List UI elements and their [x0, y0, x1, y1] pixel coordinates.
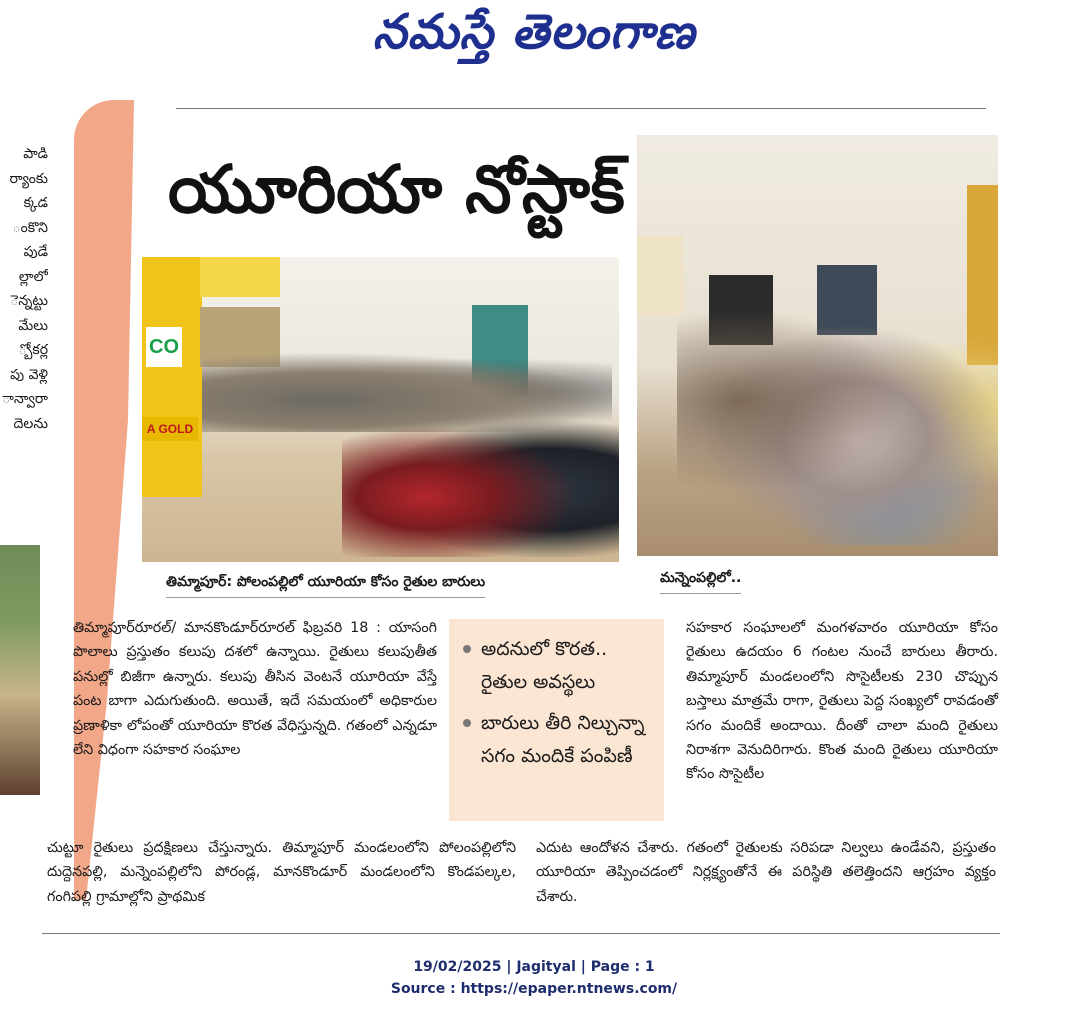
bullet-icon	[463, 719, 471, 727]
left-column-line: ెన్నట్టు	[10, 293, 48, 309]
highlight-text: అదనులో కొరత.. రైతుల అవస్థలు	[481, 638, 608, 693]
left-column-line: క్కడ	[23, 195, 48, 211]
article-column-2: సహకార సంఘాలలో మంగళవారం యూరియా కోసం రైతులు ఉదయం 6 గంటల నుంచే బారులు తీరారు. తిమ్మాపూర్ మండలంలోని సొసైటీలకు 230 చొప్పున బస్తాలు మాత్రమే రాగా, రైతులు పెద్ద సంఖ్యలో రావడంతో సగం మందికే అందాయి. దీంతో చాలా మంది రైతులు నిరాశగా వెనుదిరిగారు. కొంత మంది రైతులు యూరియా కోసం సొసైటీల	[686, 620, 998, 783]
left-column-line: పాడి	[23, 146, 48, 162]
yellow-wall	[142, 257, 202, 497]
left-column-line: ర్యాంకు	[9, 170, 48, 187]
headline: యూరియా నోస్టాక్	[168, 151, 625, 228]
left-column-line: ాన్వారా	[2, 391, 48, 407]
wall-notice	[637, 235, 683, 315]
bullet-icon	[463, 645, 471, 653]
bottom-divider	[42, 933, 1000, 934]
shop-signboard	[200, 257, 280, 297]
photo-caption-left: తిమ్మాపూర్: పోలంపల్లిలో యూరియా కోసం రైతుల బారులు	[166, 574, 485, 598]
left-column-line: మేలు	[18, 317, 48, 334]
left-column-line: ల్లాలో	[18, 268, 48, 285]
decorative-orange-band	[74, 100, 134, 900]
article-bottom-right: ఎదుట ఆందోళన చేశారు. గతంలో రైతులకు సరిపడా నిల్వలు ఉండేవని, ప్రస్తుతం యూరియా తెప్పించడంలో నిర్లక్ష్యంతోనే ఈ పరిస్థితి తలెత్తిందని ఆగ్రహం వ్యక్తం చేశారు.	[536, 840, 996, 905]
crowd	[677, 305, 998, 545]
shop-board: CO	[146, 327, 182, 367]
left-column-line: ంకొని	[12, 219, 48, 236]
photo-polampalli-queue	[142, 257, 619, 562]
gold-board: A GOLD	[142, 417, 198, 441]
article-bottom-left: చుట్టూ రైతులు ప్రదక్షిణలు చేస్తున్నారు. తిమ్మాపూర్ మండలంలోని పోలంపల్లిలోని దుద్దెనపల్లి, మన్నెంపల్లిలోని పోరండ్ల, మానకొండూర్ మండలంలోని కొండపల్కల, గంగిపల్లి గ్రామాల్లోని ప్రాథమిక	[47, 840, 516, 905]
footer-date-edition: 19/02/2025 | Jagityal | Page : 1	[413, 959, 655, 975]
highlight-text: బారులు తీరి నిల్చున్నా సగం మందికే పంపిణీ	[481, 712, 645, 767]
left-column-line: పు వెళ్లి	[10, 366, 48, 383]
parked-motorcycles	[342, 407, 619, 557]
top-divider	[176, 108, 986, 109]
left-edge-photo	[0, 545, 40, 795]
article-bottom	[47, 836, 998, 909]
left-column-line: దెలను	[13, 415, 48, 432]
left-column-line: ్బోకర్ల	[18, 342, 48, 358]
article-column-1: తిమ్మాపూర్‌రూరల్/ మానకొండూర్‌రూరల్ ఫిబ్రవరి 18 : యాసంగి పొలాలు ప్రస్తుతం కలుపు దశలో ఉన్నాయి. రైతులు కలుపుతీత పనుల్లో బిజీగా ఉన్నారు. కలుపు తీసిన వెంటనే యూరియా వేస్తే పంట బాగా ఎదుగుతుంది. అయితే, ఇదే సమయంలో అధికారుల ప్రణాళికా లోపంతో యూరియా కొరత వేధిస్తున్నది. గతంలో ఎన్నడూ లేని విధంగా సహకార సంఘాల	[73, 620, 437, 759]
masthead-logo: నమస్తే తెలంగాణ	[372, 4, 696, 60]
photo-caption-right: మన్నెంపల్లిలో..	[660, 570, 741, 594]
left-column-line: పుడే	[23, 244, 48, 260]
highlight-item	[463, 633, 654, 699]
footer-source: Source : https://epaper.ntnews.com/	[390, 981, 678, 997]
highlights-box	[449, 619, 664, 821]
highlight-item	[463, 707, 654, 773]
left-column-fragments	[0, 142, 48, 436]
